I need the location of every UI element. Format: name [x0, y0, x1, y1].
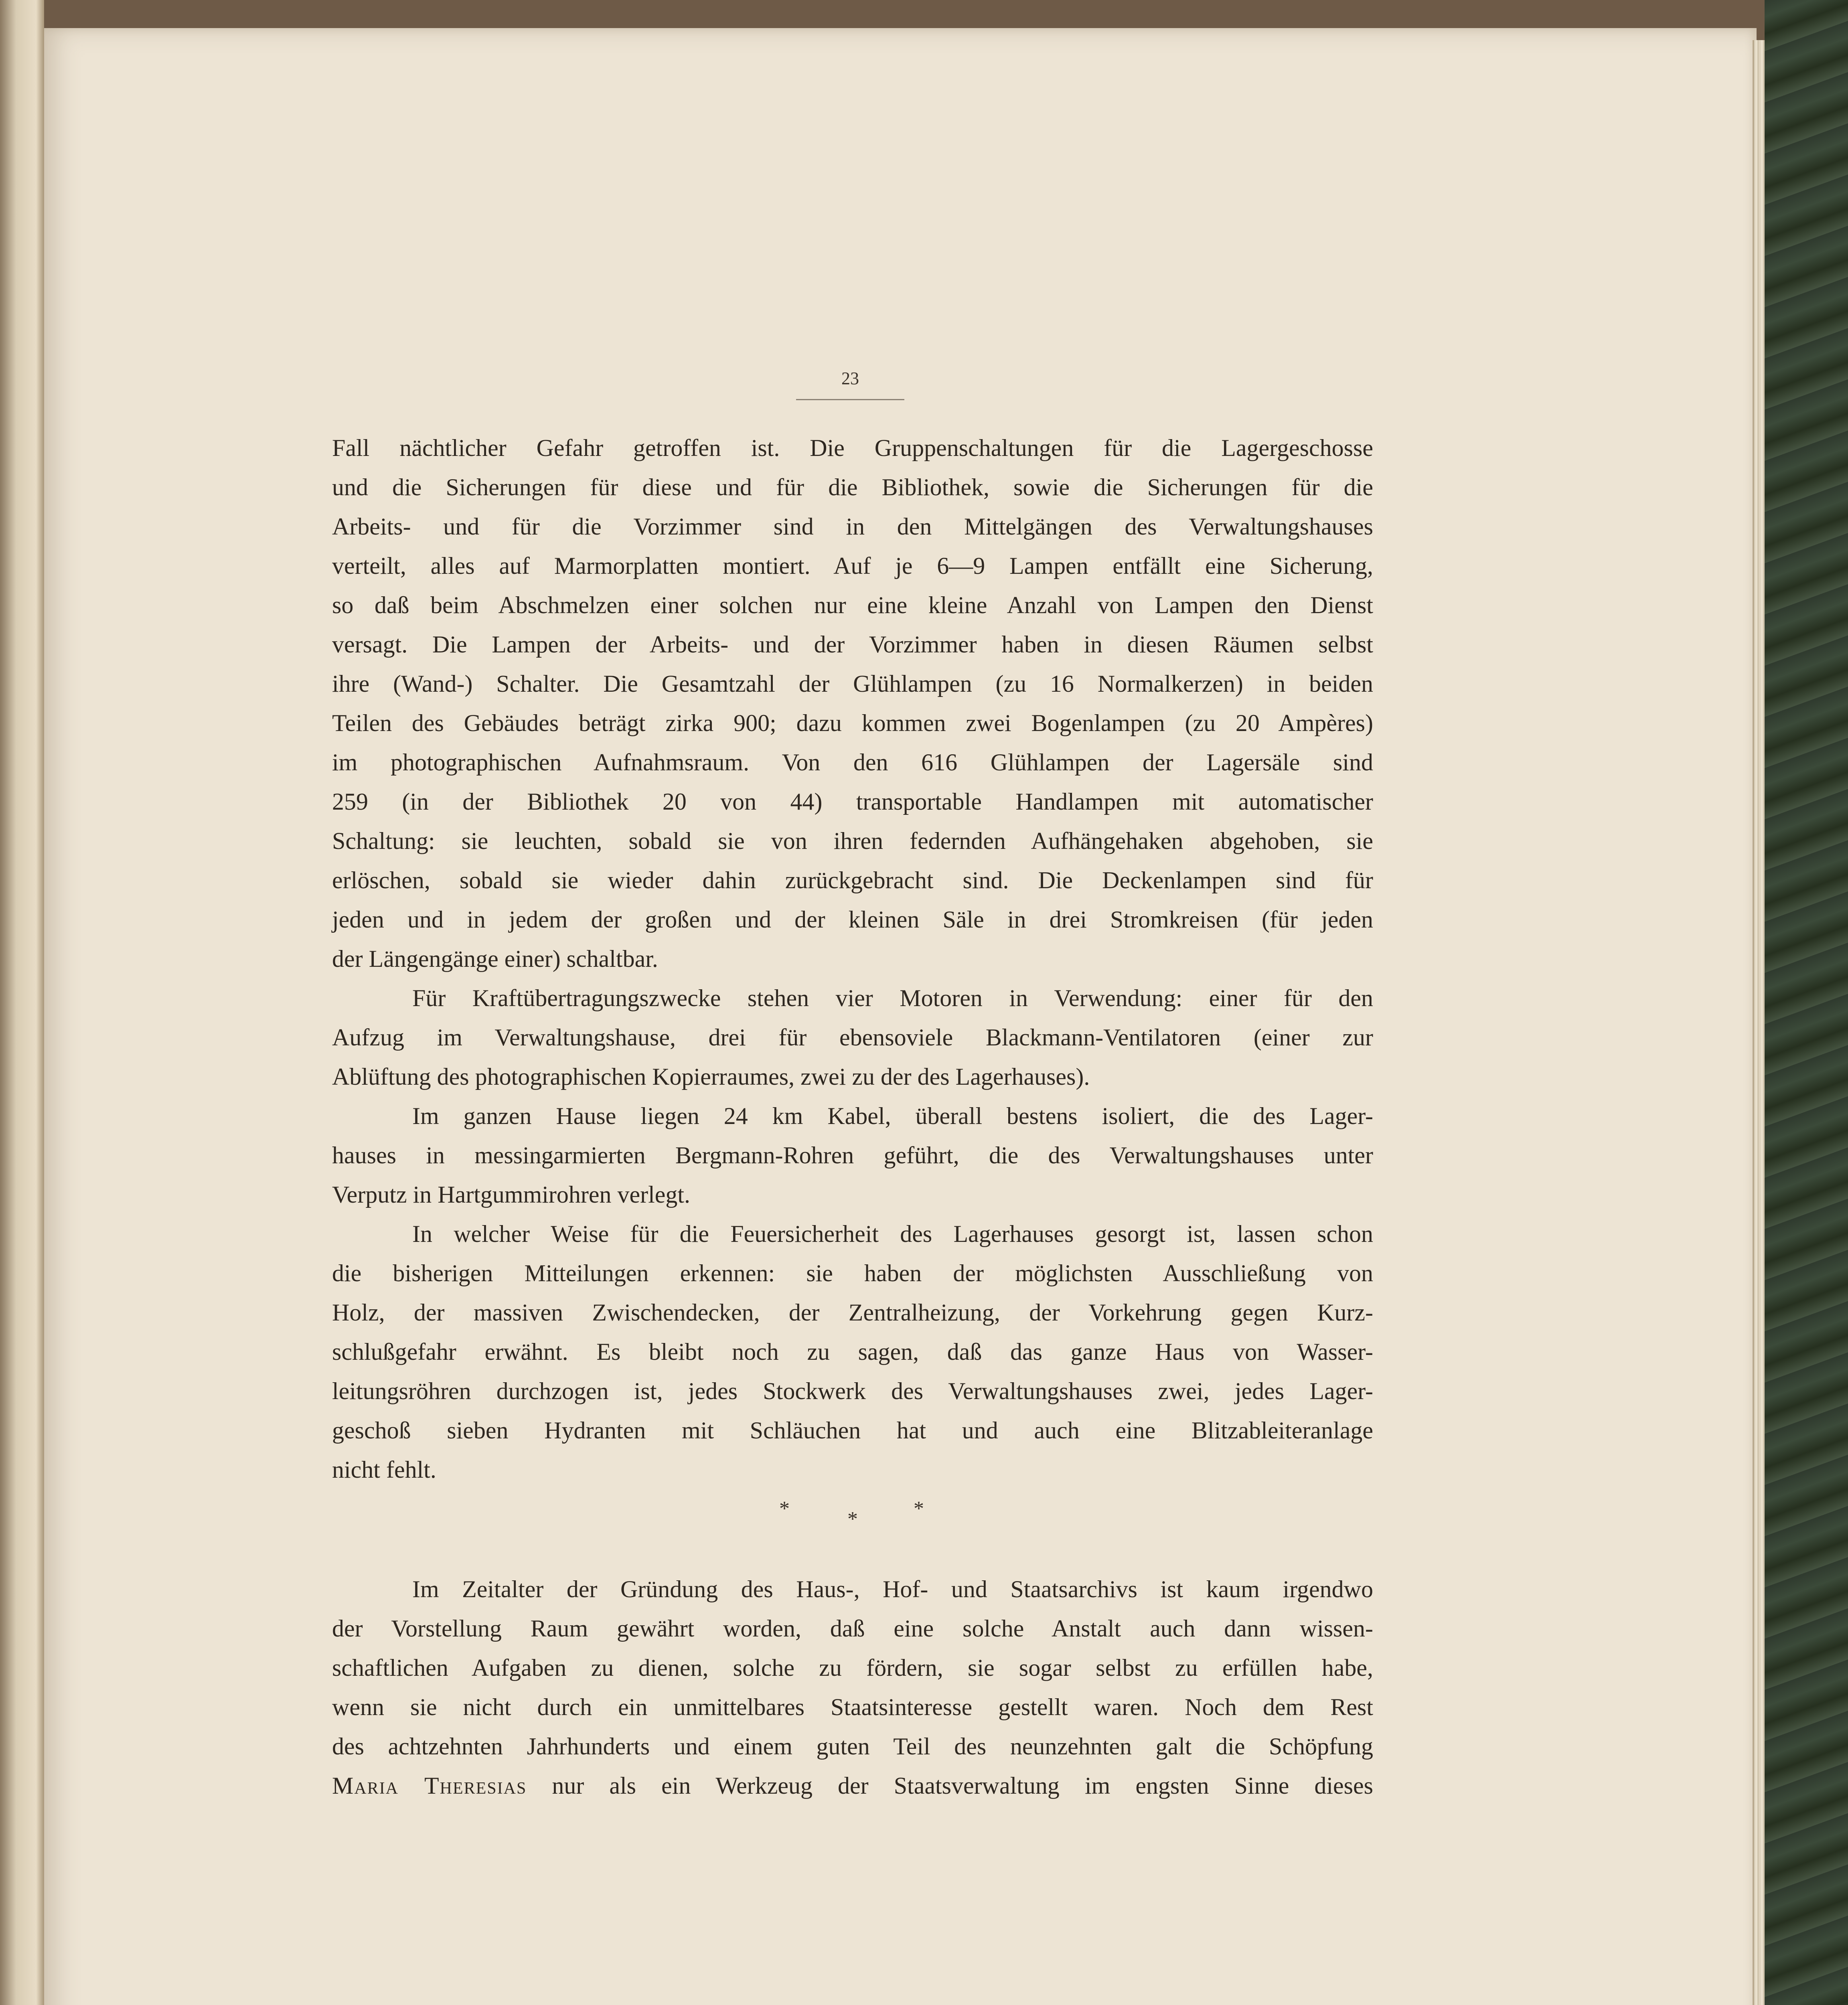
text-line: 259 (in der Bibliothek 20 von 44) transportable Handlampen mit automatischer — [332, 788, 1373, 815]
asterisk-mark: * — [779, 1497, 790, 1520]
text-line: verteilt, alles auf Marmorplatten montiert. Auf je 6—9 Lampen entfällt eine Sicherung, — [332, 553, 1373, 579]
text-line: erlöschen, sobald sie wieder dahin zurückgebracht sind. Die Deckenlampen sind für — [332, 867, 1373, 893]
text-line: Teilen des Gebäudes beträgt zirka 900; dazu kommen zwei Bogenlampen (zu 20 Ampères) — [332, 710, 1373, 736]
text-line: In welcher Weise für die Feuersicherheit des Lagerhauses gesorgt ist, lassen schon — [412, 1221, 1373, 1247]
body-text — [332, 428, 1373, 1805]
text-line: Verputz in Hartgummirohren verlegt. — [332, 1181, 691, 1208]
text-line: Fall nächtlicher Gefahr getroffen ist. Die Gruppenschaltungen für die Lagergeschosse — [332, 435, 1373, 461]
text-line: und die Sicherungen für diese und für die Bibliothek, sowie die Sicherungen für die — [332, 474, 1373, 500]
text-line: im photographischen Aufnahmsraum. Von den 616 Glühlampen der Lagersäle sind — [332, 749, 1373, 776]
asterisk-mark: * — [914, 1497, 924, 1520]
text-line: die bisherigen Mitteilungen erkennen: sie haben der möglichsten Ausschließung von — [332, 1260, 1373, 1286]
text-line: wenn sie nicht durch ein unmittelbares Staatsinteresse gestellt waren. Noch dem Rest — [332, 1694, 1373, 1720]
text-line: ihre (Wand-) Schalter. Die Gesamtzahl der Glühlampen (zu 16 Normalkerzen) in beiden — [332, 670, 1373, 697]
text-line: versagt. Die Lampen der Arbeits- und der Vorzimmer haben in diesen Räumen selbst — [332, 631, 1373, 658]
line-rest: nur als ein Werkzeug der Staatsverwaltung im engsten Sinne dieses — [552, 1772, 1374, 1799]
text-line: so daß beim Abschmelzen einer solchen nur eine kleine Anzahl von Lampen den Dienst — [332, 592, 1373, 618]
name-maria-theresias: Maria Theresias — [332, 1772, 527, 1799]
text-line: jeden und in jedem der großen und der kleinen Säle in drei Stromkreisen (für jeden — [332, 906, 1373, 933]
text-line: Für Kraftübertragungszwecke stehen vier Motoren in Verwendung: einer für den — [412, 985, 1373, 1011]
paragraph-archive-history — [332, 1570, 1373, 1805]
text-line: Holz, der massiven Zwischendecken, der Zentralheizung, der Vorkehrung gegen Kurz- — [332, 1299, 1373, 1326]
text-line: der Vorstellung Raum gewährt worden, daß eine solche Anstalt auch dann wissen- — [332, 1615, 1373, 1642]
paragraph-cables — [332, 1096, 1373, 1214]
asterisk-mark: * — [847, 1508, 858, 1531]
paragraph-electrical-fuses — [332, 428, 1373, 978]
text-line: schaftlichen Aufgaben zu dienen, solche zu fördern, sie sogar selbst zu erfüllen habe, — [332, 1655, 1373, 1681]
text-line — [332, 1766, 1373, 1805]
text-line: schlußgefahr erwähnt. Es bleibt noch zu sagen, daß das ganze Haus von Wasser- — [332, 1339, 1373, 1365]
paragraph-fire-safety — [332, 1214, 1373, 1489]
book-cover-spine — [1765, 0, 1848, 2005]
text-line: Schaltung: sie leuchten, sobald sie von ihren federnden Aufhängehaken abgehoben, sie — [332, 828, 1373, 854]
text-line: der Längengänge einer) schaltbar. — [332, 946, 658, 972]
text-line: Im Zeitalter der Gründung des Haus-, Hof- und Staatsarchivs ist kaum irgendwo — [412, 1576, 1373, 1602]
text-line: leitungsröhren durchzogen ist, jedes Stockwerk des Verwaltungshauses zwei, jedes Lager- — [332, 1378, 1373, 1404]
text-line: hauses in messingarmierten Bergmann-Rohren geführt, die des Verwaltungshauses unter — [332, 1142, 1373, 1169]
text-line: Ablüftung des photographischen Kopierraumes, zwei zu der des Lagerhauses). — [332, 1063, 1090, 1090]
section-separator — [332, 1489, 1373, 1570]
text-line: Arbeits- und für die Vorzimmer sind in den Mittelgängen des Verwaltungshauses — [332, 513, 1373, 540]
facing-page-edge — [0, 0, 44, 2005]
text-line: Im ganzen Hause liegen 24 km Kabel, überall bestens isoliert, die des Lager- — [412, 1103, 1373, 1129]
text-line: nicht fehlt. — [332, 1456, 436, 1483]
paragraph-motors — [332, 978, 1373, 1096]
page-number: 23 — [796, 368, 904, 400]
text-line: geschoß sieben Hydranten mit Schläuchen hat und auch eine Blitzableiteranlage — [332, 1417, 1373, 1444]
text-line: Aufzug im Verwaltungshause, drei für ebensoviele Blackmann-Ventilatoren (einer zur — [332, 1024, 1373, 1051]
text-line: des achtzehnten Jahrhunderts und einem guten Teil des neunzehnten galt die Schöpfung — [332, 1733, 1373, 1760]
